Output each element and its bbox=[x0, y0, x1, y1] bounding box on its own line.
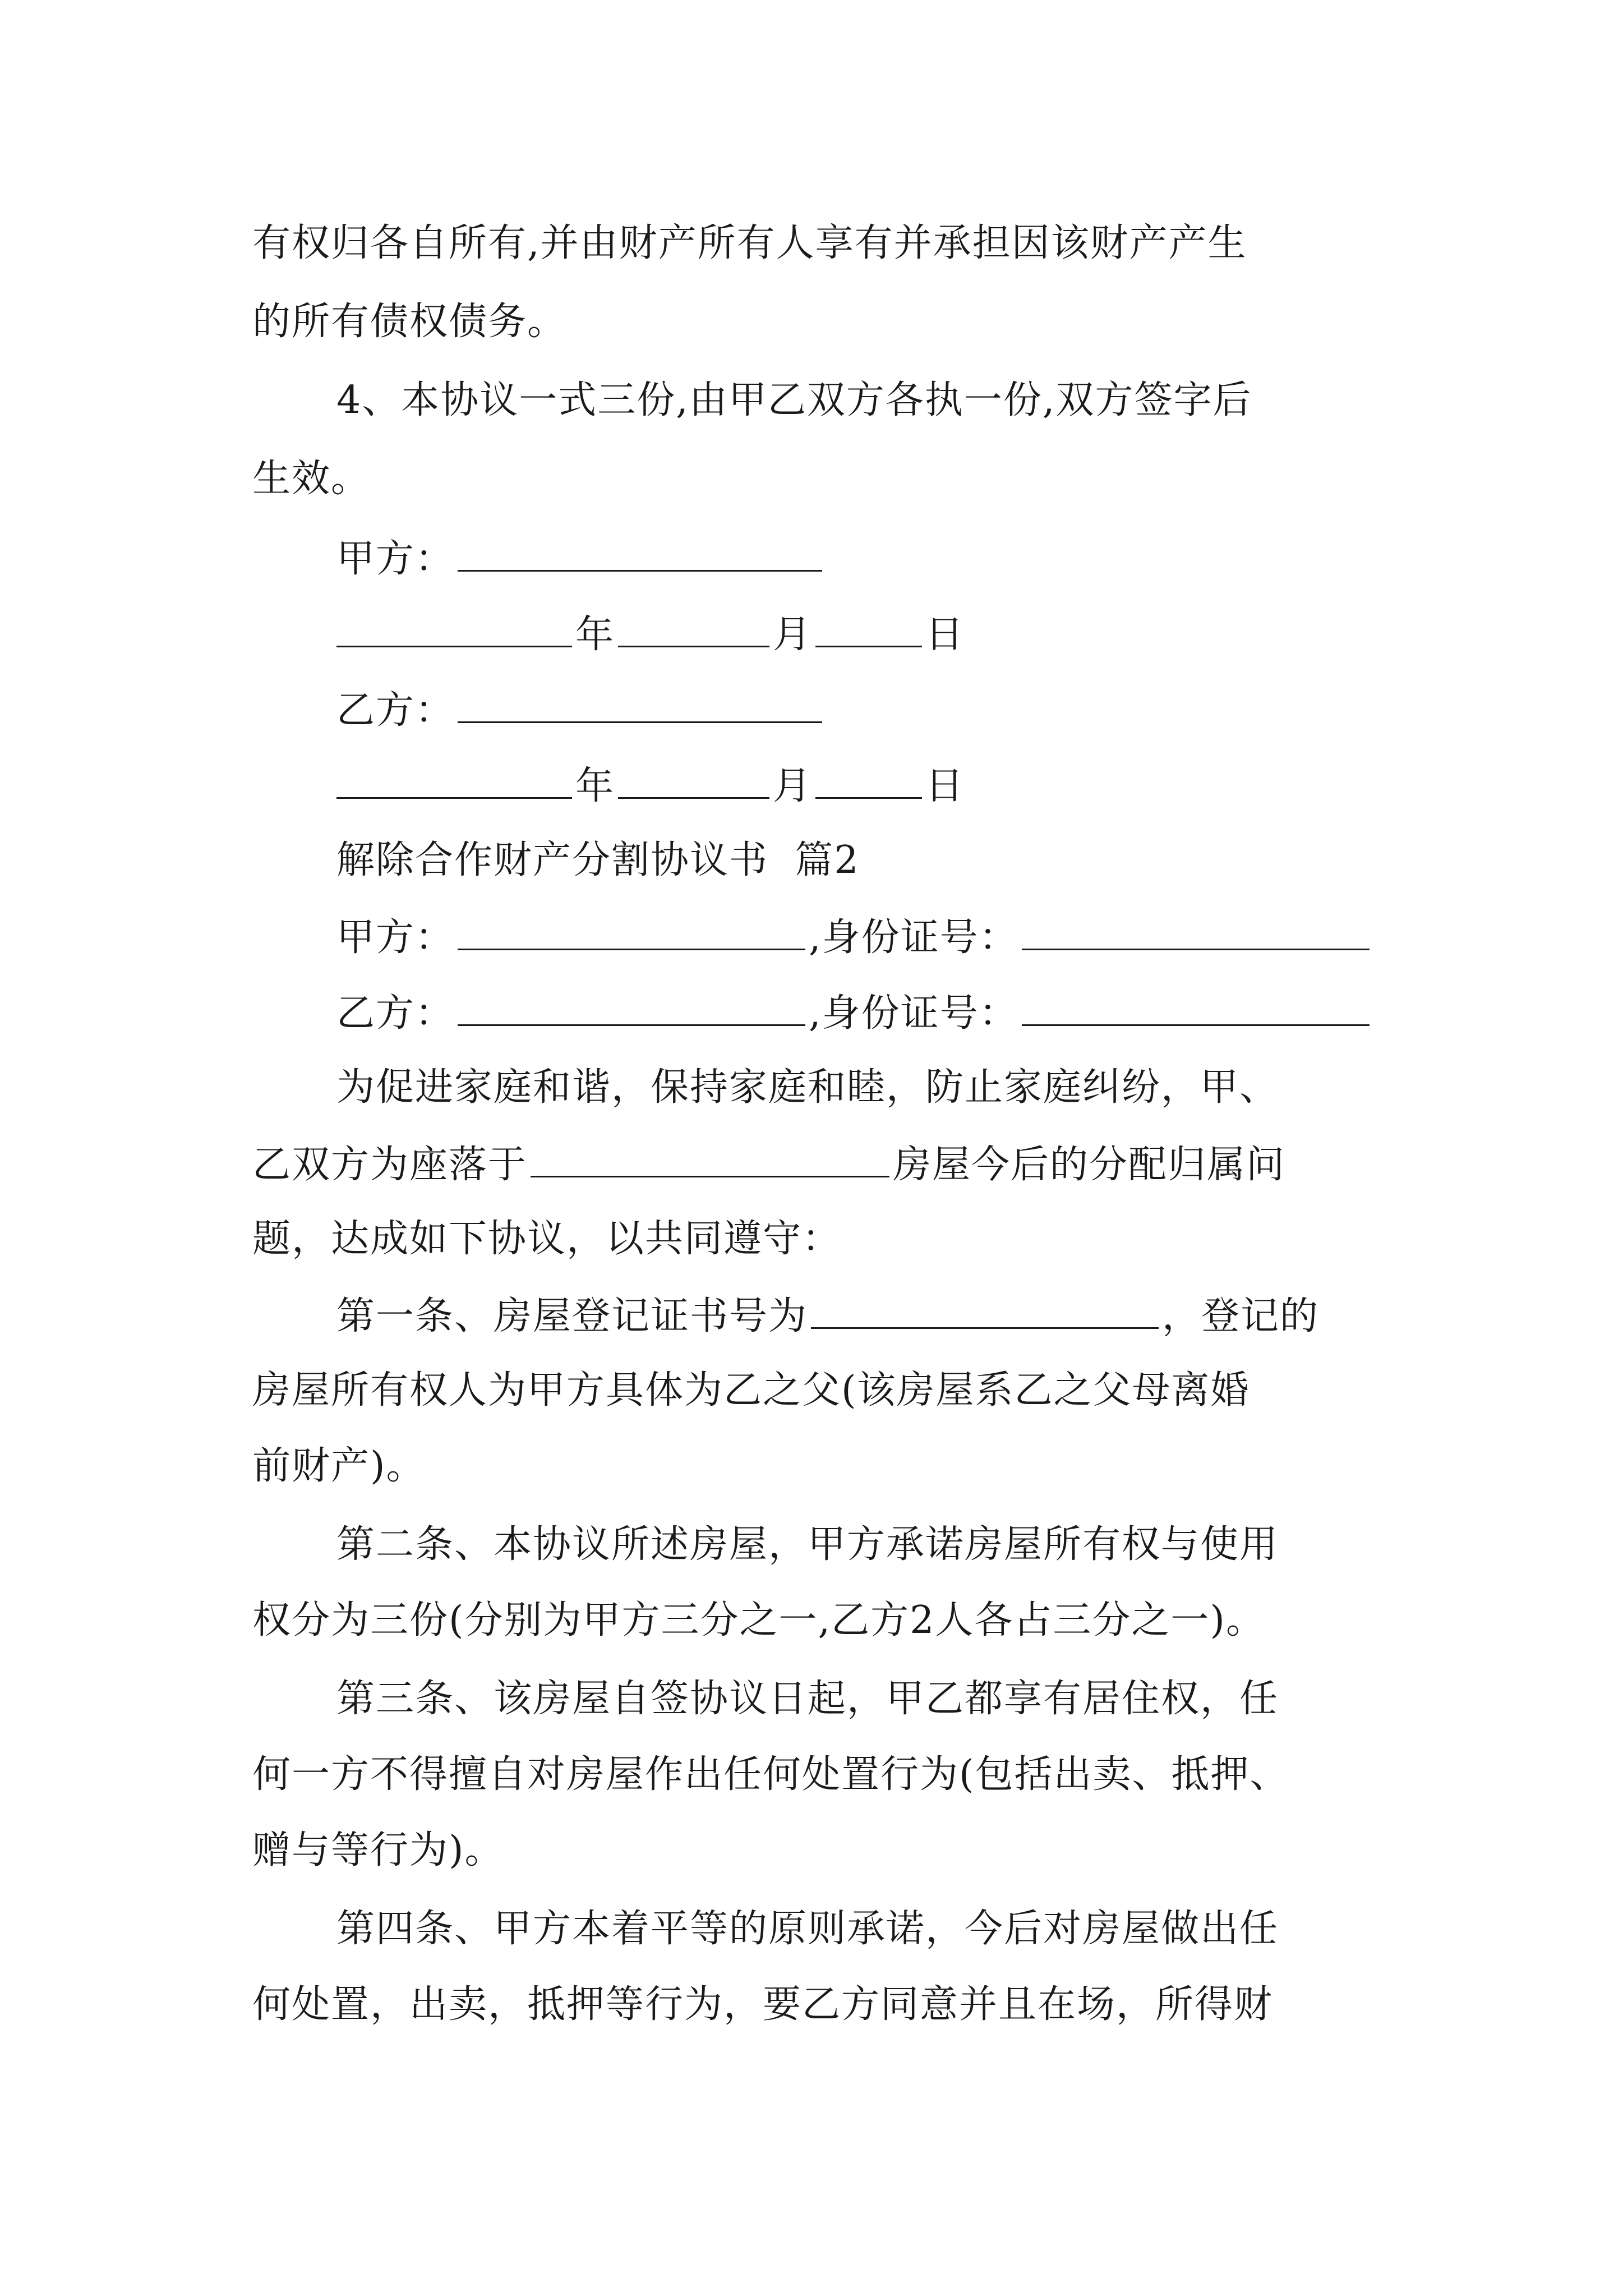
day-blank[interactable] bbox=[815, 608, 922, 647]
party-a-row bbox=[336, 910, 1458, 962]
party-b-blank[interactable] bbox=[458, 683, 822, 723]
body-line: 第二条、本协议所述房屋，甲方承诺房屋所有权与使用 bbox=[336, 1522, 1279, 1567]
id-label: ,身份证号： bbox=[809, 915, 1018, 960]
party-b-row bbox=[336, 986, 1458, 1038]
year-blank[interactable] bbox=[336, 608, 572, 647]
paragraph-line: 4、本协议一式三份,由甲乙双方各执一份,双方签字后 bbox=[336, 378, 1252, 422]
body-line: 房屋所有权人为甲方具体为乙之父(该房屋系乙之父母离婚 bbox=[252, 1368, 1250, 1412]
paragraph-line: 的所有债权债务。 bbox=[252, 300, 567, 344]
body-text: 第一条、房屋登记证书号为 bbox=[336, 1294, 808, 1338]
body-text: 房屋今后的分配归属问 bbox=[893, 1143, 1286, 1187]
day-blank[interactable] bbox=[815, 759, 922, 799]
paragraph-line: 有权归各自所有,并由财产所有人享有并承担因该财产产生 bbox=[252, 221, 1247, 265]
body-text: 乙双方为座落于 bbox=[252, 1143, 528, 1187]
body-line: 赠与等行为)。 bbox=[252, 1828, 504, 1872]
body-line bbox=[336, 1289, 1458, 1341]
certificate-number-blank[interactable] bbox=[811, 1289, 1159, 1329]
paragraph-line: 生效。 bbox=[252, 457, 371, 501]
party-b-label: 乙方： bbox=[336, 688, 455, 733]
year-blank[interactable] bbox=[336, 759, 572, 799]
year-label: 年 bbox=[575, 613, 615, 657]
address-blank[interactable] bbox=[531, 1138, 889, 1177]
party-a-blank[interactable] bbox=[458, 532, 822, 572]
body-line: 为促进家庭和谐，保持家庭和睦，防止家庭纠纷，甲、 bbox=[336, 1065, 1279, 1110]
signature-date-a bbox=[336, 608, 1458, 659]
body-line: 题，达成如下协议，以共同遵守： bbox=[252, 1217, 842, 1261]
day-label: 日 bbox=[925, 613, 965, 657]
signature-date-b bbox=[336, 759, 1458, 811]
party-a-name-blank[interactable] bbox=[458, 910, 805, 950]
body-line: 权分为三份(分别为甲方三分之一,乙方2人各占三分之一)。 bbox=[252, 1598, 1265, 1642]
body-line: 何一方不得擅自对房屋作出任何处置行为(包括出卖、抵押、 bbox=[252, 1752, 1289, 1797]
month-label: 月 bbox=[773, 764, 813, 808]
body-line: 何处置，出卖，抵押等行为，要乙方同意并且在场，所得财 bbox=[252, 1982, 1274, 2027]
year-label: 年 bbox=[575, 764, 615, 808]
signature-party-a bbox=[336, 532, 1458, 583]
month-label: 月 bbox=[773, 613, 813, 657]
body-text: ，登记的 bbox=[1162, 1294, 1320, 1338]
section-title: 解除合作财产分割协议书 篇2 bbox=[336, 838, 860, 882]
party-b-id-blank[interactable] bbox=[1022, 986, 1370, 1026]
party-b-name-blank[interactable] bbox=[458, 986, 805, 1026]
month-blank[interactable] bbox=[618, 759, 769, 799]
party-b-label: 乙方： bbox=[336, 991, 455, 1036]
party-a-label: 甲方： bbox=[336, 537, 455, 581]
party-a-label: 甲方： bbox=[336, 915, 455, 960]
body-line: 前财产)。 bbox=[252, 1444, 426, 1488]
party-a-id-blank[interactable] bbox=[1022, 910, 1370, 950]
month-blank[interactable] bbox=[618, 608, 769, 647]
signature-party-b bbox=[336, 683, 1458, 735]
id-label: ,身份证号： bbox=[809, 991, 1018, 1036]
body-line: 第四条、甲方本着平等的原则承诺，今后对房屋做出任 bbox=[336, 1907, 1279, 1951]
day-label: 日 bbox=[925, 764, 965, 808]
body-line: 第三条、该房屋自签协议日起，甲乙都享有居住权，任 bbox=[336, 1677, 1279, 1721]
body-line bbox=[252, 1138, 1374, 1189]
